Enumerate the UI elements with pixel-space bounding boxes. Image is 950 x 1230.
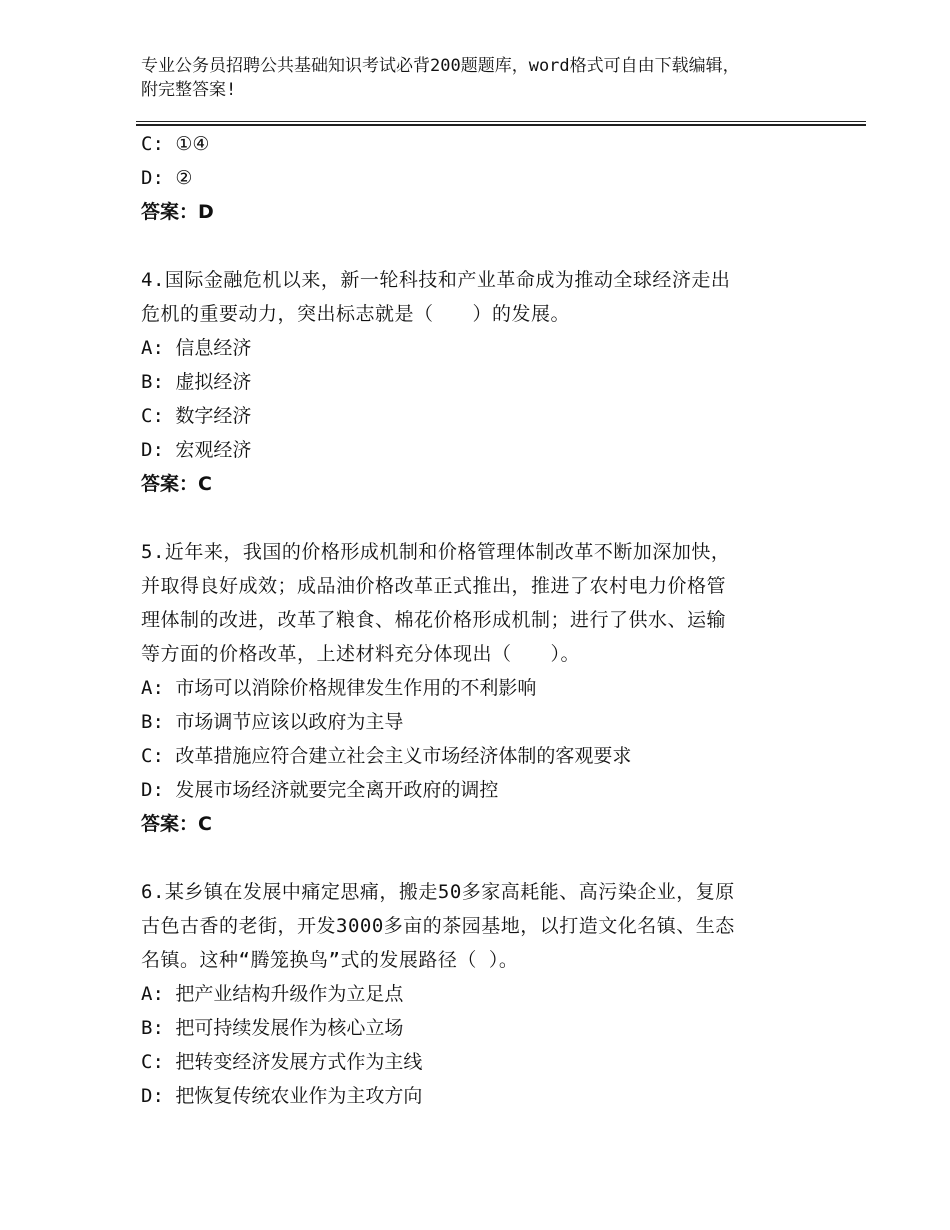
question-5-option-d: D: 发展市场经济就要完全离开政府的调控 (141, 779, 499, 801)
header-divider-thin (136, 121, 866, 122)
question-4-line-2: 危机的重要动力，突出标志就是（ ）的发展。 (141, 303, 571, 325)
question-6-option-a: A: 把产业结构升级作为立足点 (141, 983, 404, 1005)
question-4-line-1: 4.国际金融危机以来，新一轮科技和产业革命成为推动全球经济走出 (141, 269, 731, 291)
question-5-answer: 答案：C (141, 813, 212, 835)
prev-option-c: C: ①④ (141, 133, 210, 155)
question-5-line-2: 并取得良好成效；成品油价格改革正式推出，推进了农村电力价格管 (141, 575, 727, 597)
question-5-line-3: 理体制的改进，改革了粮食、棉花价格形成机制；进行了供水、运输 (141, 609, 727, 631)
question-4-option-a: A: 信息经济 (141, 337, 252, 359)
spacer (141, 841, 811, 875)
question-6-line-2: 古色古香的老街，开发3000多亩的茶园基地，以打造文化名镇、生态 (141, 915, 735, 937)
question-4-option-b: B: 虚拟经济 (141, 371, 252, 393)
spacer (141, 229, 811, 263)
header-divider-thick (136, 124, 866, 126)
prev-option-d: D: ② (141, 167, 193, 189)
header-line-1: 专业公务员招聘公共基础知识考试必背200题题库，word格式可自由下载编辑， (141, 56, 740, 76)
question-4-answer: 答案：C (141, 473, 212, 495)
question-6-option-b: B: 把可持续发展作为核心立场 (141, 1017, 404, 1039)
question-6 (141, 875, 811, 1113)
spacer (141, 501, 811, 535)
question-4 (141, 263, 811, 501)
question-6-line-3: 名镇。这种“腾笼换鸟”式的发展路径（ ）。 (141, 949, 519, 971)
question-5 (141, 535, 811, 841)
page-header (141, 54, 861, 102)
question-6-line-1: 6.某乡镇在发展中痛定思痛，搬走50多家高耗能、高污染企业，复原 (141, 881, 735, 903)
question-5-option-c: C: 改革措施应符合建立社会主义市场经济体制的客观要求 (141, 745, 632, 767)
question-list (141, 127, 811, 1113)
question-4-option-d: D: 宏观经济 (141, 439, 252, 461)
question-6-option-d: D: 把恢复传统农业作为主攻方向 (141, 1085, 423, 1107)
question-5-option-a: A: 市场可以消除价格规律发生作用的不利影响 (141, 677, 537, 699)
question-4-option-c: C: 数字经济 (141, 405, 252, 427)
question-5-line-1: 5.近年来，我国的价格形成机制和价格管理体制改革不断加深加快， (141, 541, 731, 563)
question-5-option-b: B: 市场调节应该以政府为主导 (141, 711, 404, 733)
header-line-2: 附完整答案! (141, 80, 237, 100)
question-5-line-4: 等方面的价格改革，上述材料充分体现出（ ）。 (141, 643, 581, 665)
prev-answer: 答案：D (141, 201, 214, 223)
question-6-option-c: C: 把转变经济发展方式作为主线 (141, 1051, 423, 1073)
